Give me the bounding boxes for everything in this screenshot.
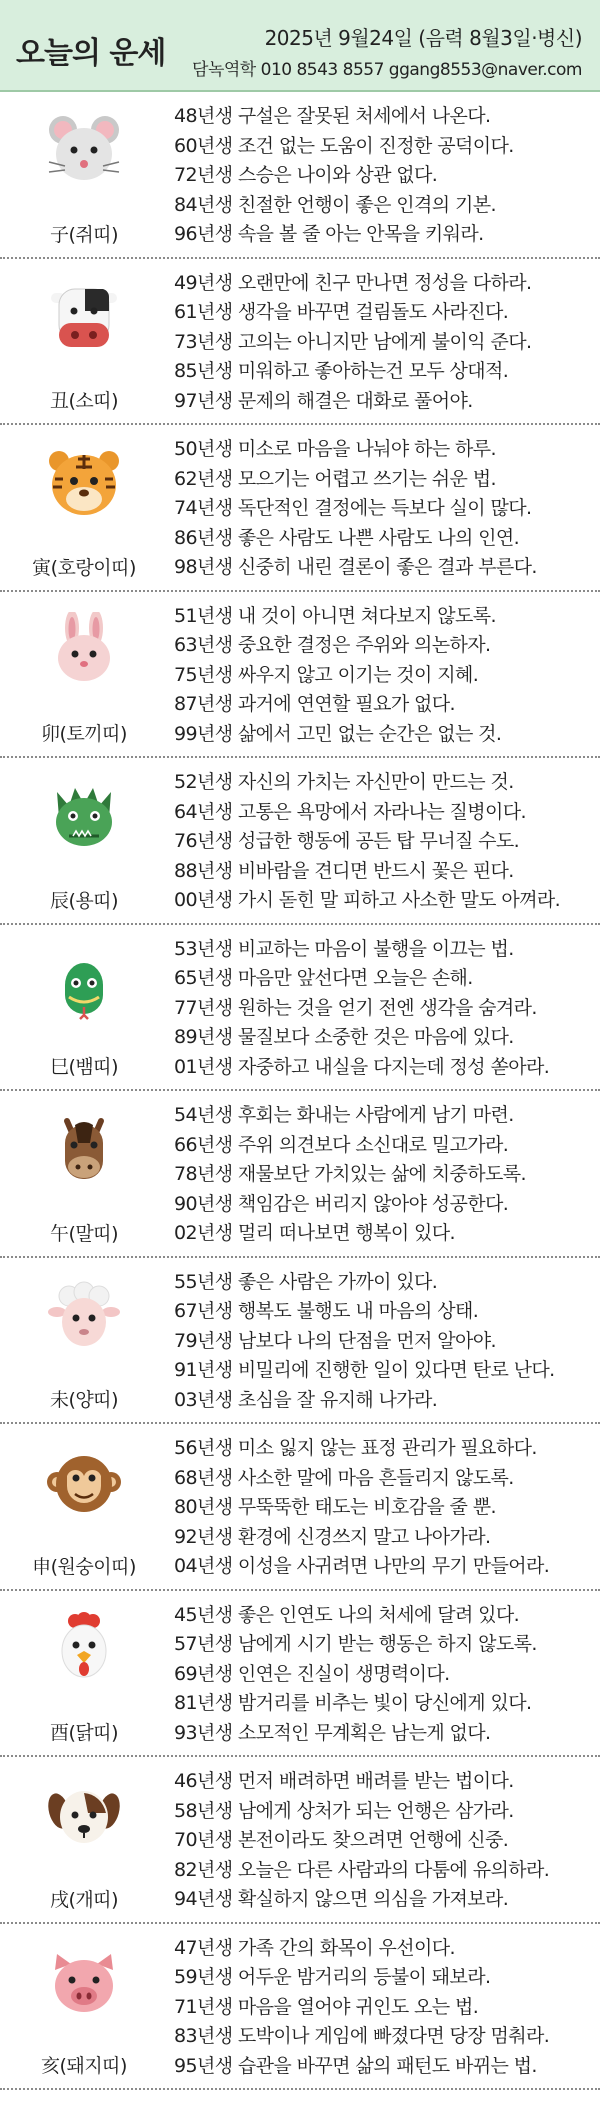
fortune-lines	[174, 102, 594, 250]
zodiac-row	[0, 925, 600, 1092]
zodiac-name: 寅(호랑이띠)	[32, 556, 136, 579]
fortune-line: 98년생 신중히 내린 결론이 좋은 결과 부른다.	[174, 556, 537, 578]
zodiac-animal	[0, 1924, 168, 2089]
fortune-line: 04년생 이성을 사귀려면 나만의 무기 만들어라.	[174, 1555, 550, 1577]
fortune-line: 75년생 싸우지 않고 이기는 것이 지혜.	[174, 663, 479, 686]
fortune-line: 56년생 미소 잃지 않는 표정 관리가 필요하다.	[174, 1437, 537, 1459]
zodiac-name: 未(양띠)	[49, 1389, 119, 1411]
fortune-line: 71년생 마음을 열어야 귀인도 오는 법.	[174, 1995, 479, 2018]
fortune-line: 51년생 내 것이 아니면 쳐다보지 않도록.	[174, 604, 496, 627]
fortune-line: 67년생 행복도 불행도 내 마음의 상태.	[174, 1300, 479, 1322]
zodiac-animal	[0, 259, 168, 424]
fortune-lines	[174, 1601, 594, 1749]
zodiac-row	[0, 259, 600, 426]
fortune-line: 95년생 습관을 바꾸면 삶의 패턴도 바뀌는 법.	[174, 2054, 537, 2077]
fortune-line: 87년생 과거에 연연할 필요가 없다.	[174, 693, 455, 715]
zodiac-row	[0, 1591, 600, 1758]
zodiac-name: 酉(닭띠)	[49, 1722, 119, 1744]
fortune-lines	[174, 1934, 594, 2082]
zodiac-list	[0, 92, 600, 2090]
fortune-line: 03년생 초심을 잘 유지해 나가라.	[174, 1388, 438, 1411]
page-title: 오늘의 운세	[16, 36, 166, 71]
fortune-line: 82년생 오늘은 다른 사람과의 다툼에 유의하라.	[174, 1858, 550, 1881]
fortune-line: 58년생 남에게 상처가 되는 언행은 삼가라.	[174, 1799, 514, 1822]
zodiac-animal	[0, 925, 168, 1090]
fortune-line: 92년생 환경에 신경쓰지 말고 나아가라.	[174, 1525, 491, 1548]
fortune-lines	[174, 269, 594, 417]
fortune-lines	[174, 935, 594, 1083]
zodiac-name: 午(말띠)	[49, 1222, 119, 1245]
zodiac-row	[0, 758, 600, 925]
contact-line: 담녹역학 010 8543 8557 ggang8553@naver.com	[192, 60, 582, 80]
zodiac-row	[0, 1757, 600, 1924]
zodiac-animal	[0, 425, 168, 590]
fortune-line: 69년생 인연은 진실이 생명력이다.	[174, 1662, 450, 1685]
fortune-lines	[174, 768, 594, 916]
fortune-line: 99년생 삶에서 고민 없는 순간은 없는 것.	[174, 722, 502, 745]
fortune-line: 00년생 가시 돋힌 말 피하고 사소한 말도 아껴라.	[174, 889, 561, 911]
fortune-line: 64년생 고통은 욕망에서 자라나는 질병이다.	[174, 800, 526, 823]
fortune-line: 81년생 밤거리를 비추는 빛이 당신에게 있다.	[174, 1692, 532, 1714]
zodiac-animal	[0, 1424, 168, 1589]
fortune-line: 72년생 스승은 나이와 상관 없다.	[174, 164, 438, 186]
fortune-line: 73년생 고의는 아니지만 남에게 불이익 준다.	[174, 330, 532, 353]
fortune-line: 91년생 비밀리에 진행한 일이 있다면 탄로 난다.	[174, 1359, 555, 1381]
fortune-line: 66년생 주위 의견보다 소신대로 밀고가라.	[174, 1133, 509, 1156]
zodiac-name: 辰(용띠)	[49, 889, 119, 912]
fortune-lines	[174, 1268, 594, 1416]
zodiac-row	[0, 1091, 600, 1258]
zodiac-animal	[0, 592, 168, 757]
fortune-line: 63년생 중요한 결정은 주위와 의논하자.	[174, 634, 491, 656]
fortune-line: 52년생 자신의 가치는 자신만이 만드는 것.	[174, 771, 514, 793]
fortune-lines	[174, 1101, 594, 1249]
fortune-line: 89년생 물질보다 소중한 것은 마음에 있다.	[174, 1026, 514, 1048]
zodiac-animal	[0, 1591, 168, 1756]
zodiac-animal	[0, 92, 168, 257]
fortune-line: 90년생 책임감은 버리지 않아야 성공한다.	[174, 1192, 509, 1215]
fortune-lines	[174, 602, 594, 750]
fortune-line: 74년생 독단적인 결정에는 득보다 실이 많다.	[174, 497, 532, 519]
fortune-line: 50년생 미소로 마음을 나눠야 하는 하루.	[174, 438, 496, 460]
fortune-line: 76년생 성급한 행동에 공든 탑 무너질 수도.	[174, 830, 520, 852]
fortune-line: 45년생 좋은 인연도 나의 처세에 달려 있다.	[174, 1603, 520, 1626]
fortune-line: 61년생 생각을 바꾸면 걸림돌도 사라진다.	[174, 301, 509, 323]
fortune-line: 65년생 마음만 앞선다면 오늘은 손해.	[174, 967, 473, 989]
fortune-line: 55년생 좋은 사람은 가까이 있다.	[174, 1270, 438, 1293]
zodiac-name: 亥(돼지띠)	[41, 2055, 127, 2077]
date-line: 2025년 9월24일 (음력 8월3일·병신)	[264, 26, 582, 50]
zodiac-name: 卯(토끼띠)	[41, 723, 127, 745]
fortune-line: 68년생 사소한 말에 마음 흔들리지 않도록.	[174, 1466, 514, 1489]
fortune-line: 48년생 구설은 잘못된 처세에서 나온다.	[174, 105, 491, 127]
zodiac-row	[0, 1258, 600, 1425]
zodiac-animal	[0, 1757, 168, 1922]
fortune-line: 57년생 남에게 시기 받는 행동은 하지 않도록.	[174, 1633, 537, 1655]
fortune-line: 60년생 조건 없는 도움이 진정한 공덕이다.	[174, 134, 514, 157]
zodiac-name: 戌(개띠)	[49, 1888, 119, 1911]
fortune-line: 85년생 미워하고 좋아하는건 모두 상대적.	[174, 360, 509, 382]
zodiac-row	[0, 1924, 600, 2091]
fortune-line: 88년생 비바람을 견디면 반드시 꽃은 핀다.	[174, 859, 514, 882]
fortune-line: 46년생 먼저 배려하면 배려를 받는 법이다.	[174, 1770, 514, 1792]
fortune-line: 53년생 비교하는 마음이 불행을 이끄는 법.	[174, 937, 514, 960]
zodiac-animal	[0, 1258, 168, 1423]
fortune-line: 84년생 친절한 언행이 좋은 인격의 기본.	[174, 193, 496, 216]
fortune-line: 70년생 본전이라도 찾으려면 언행에 신중.	[174, 1829, 509, 1851]
fortune-line: 78년생 재물보단 가치있는 삶에 치중하도록.	[174, 1163, 526, 1185]
fortune-line: 94년생 확실하지 않으면 의심을 가져보라.	[174, 1888, 509, 1910]
fortune-line: 77년생 원하는 것을 얻기 전엔 생각을 숨겨라.	[174, 996, 537, 1019]
zodiac-name: 丑(소띠)	[49, 390, 119, 412]
fortune-line: 83년생 도박이나 게임에 빠졌다면 당장 멈춰라.	[174, 2025, 550, 2047]
zodiac-name: 子(쥐띠)	[49, 223, 119, 246]
fortune-lines	[174, 1434, 594, 1582]
zodiac-name: 申(원숭이띠)	[32, 1555, 136, 1578]
fortune-line: 47년생 가족 간의 화목이 우선이다.	[174, 1936, 455, 1959]
fortune-lines	[174, 435, 594, 583]
zodiac-row	[0, 92, 600, 259]
fortune-line: 96년생 속을 볼 줄 아는 안목을 키워라.	[174, 223, 484, 245]
zodiac-animal	[0, 1091, 168, 1256]
fortune-line: 01년생 자중하고 내실을 다지는데 정성 쏟아라.	[174, 1055, 550, 1078]
fortune-line: 02년생 멀리 떠나보면 행복이 있다.	[174, 1222, 455, 1244]
zodiac-name: 巳(뱀띠)	[49, 1056, 119, 1078]
zodiac-row	[0, 1424, 600, 1591]
fortune-line: 49년생 오랜만에 친구 만나면 정성을 다하라.	[174, 271, 532, 294]
fortune-line: 62년생 모으기는 어렵고 쓰기는 쉬운 법.	[174, 467, 496, 490]
header	[0, 0, 600, 92]
fortune-line: 97년생 문제의 해결은 대화로 풀어야.	[174, 389, 473, 412]
fortune-lines	[174, 1767, 594, 1915]
zodiac-row	[0, 592, 600, 759]
fortune-line: 79년생 남보다 나의 단점을 먼저 알아야.	[174, 1329, 496, 1352]
fortune-line: 80년생 무뚝뚝한 태도는 비호감을 줄 뿐.	[174, 1496, 496, 1518]
fortune-line: 93년생 소모적인 무계획은 남는게 없다.	[174, 1721, 491, 1744]
zodiac-animal	[0, 758, 168, 923]
fortune-line: 59년생 어두운 밤거리의 등불이 돼보라.	[174, 1966, 491, 1988]
fortune-line: 54년생 후회는 화내는 사람에게 남기 마련.	[174, 1104, 514, 1126]
zodiac-row	[0, 425, 600, 592]
fortune-line: 86년생 좋은 사람도 나쁜 사람도 나의 인연.	[174, 526, 520, 549]
